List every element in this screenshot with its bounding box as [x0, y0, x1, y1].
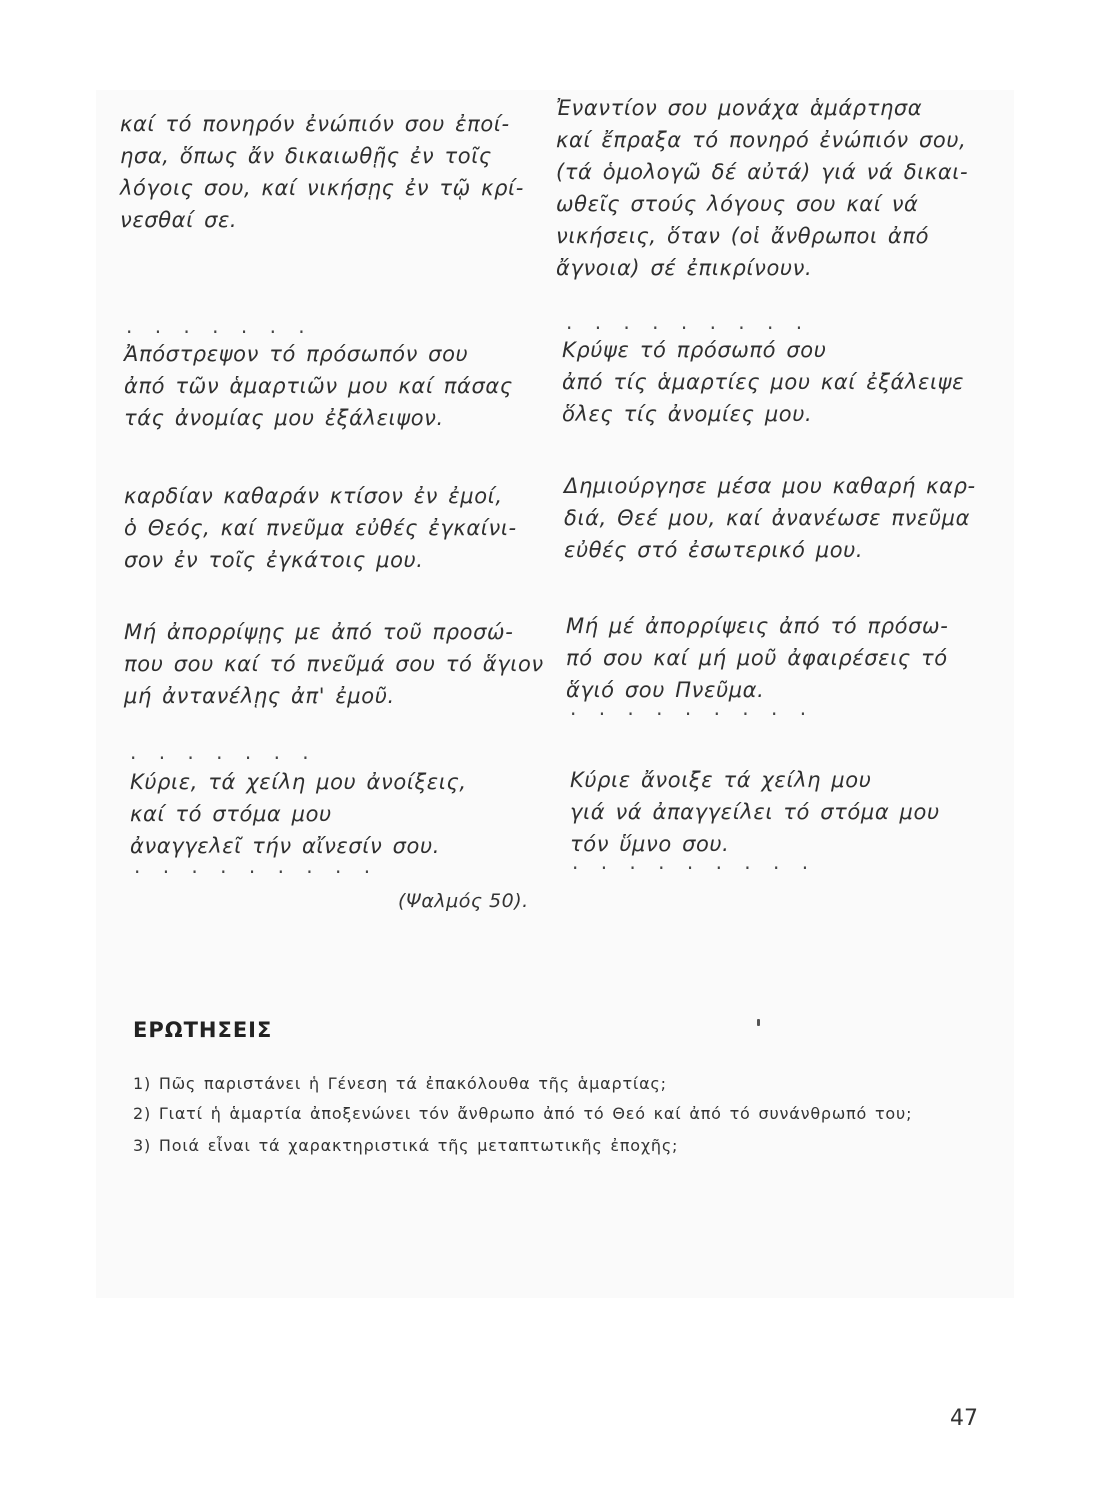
verse-5-translation	[570, 764, 940, 860]
ellipsis-mark: · · · · · · · · ·	[134, 860, 379, 884]
verse-line: (τά ὁμολογῶ δέ αὐτά) γιά νά δικαι-	[556, 160, 969, 184]
verse-line: Κύριε, τά χείλη μου ἀνοίξεις,	[130, 770, 467, 794]
verse-line: καί τό στόμα μου	[130, 802, 332, 826]
verse-2-translation	[562, 334, 964, 430]
ellipsis-mark: · · · · · · · · ·	[570, 702, 815, 726]
verse-line: Μή μέ ἀπορρίψεις ἀπό τό πρόσω-	[566, 614, 949, 638]
question-1: 1) Πῶς παριστάνει ἡ Γένεση τά ἐπακόλουθα τῆς ἁμαρτίας;	[133, 1074, 667, 1093]
verse-4-original	[124, 616, 544, 712]
verse-line: Κύριε ἄνοιξε τά χείλη μου	[570, 768, 872, 792]
verse-line: σον ἐν τοῖς ἐγκάτοις μου.	[124, 548, 424, 572]
verse-line: ησα, ὅπως ἄν δικαιωθῇς ἐν τοῖς	[120, 144, 492, 168]
verse-5-original	[130, 766, 467, 862]
verse-line: πό σου καί μή μοῦ ἀφαιρέσεις τό	[566, 646, 948, 670]
verse-4-translation	[566, 610, 948, 706]
verse-line: διά, Θεέ μου, καί ἀνανέωσε πνεῦμα	[564, 506, 971, 530]
verse-line: ἀναγγελεῖ τήν αἴνεσίν σου.	[130, 834, 440, 858]
verse-line: νικήσεις, ὅταν (οἱ ἄνθρωποι ἀπό	[556, 224, 930, 248]
psalm-source: (Ψαλμός 50).	[398, 890, 529, 912]
verse-line: ὅλες τίς ἀνομίες μου.	[562, 402, 813, 426]
verse-2-original	[124, 338, 513, 434]
verse-1-original	[120, 108, 524, 236]
verse-line: Μή ἀπορρίψῃς με ἀπό τοῦ προσώ-	[124, 620, 514, 644]
page-number: 47	[950, 1406, 978, 1431]
print-speck	[757, 1019, 760, 1026]
verse-3-original	[124, 480, 517, 576]
verse-line: ἀπό τῶν ἁμαρτιῶν μου καί πάσας	[124, 374, 513, 398]
verse-line: γιά νά ἀπαγγείλει τό στόμα μου	[570, 800, 940, 824]
verse-line: ὁ Θεός, καί πνεῦμα εὐθές ἐγκαίνι-	[124, 516, 517, 540]
verse-3-translation	[564, 470, 976, 566]
verse-line: καρδίαν καθαράν κτίσον ἐν ἐμοί,	[124, 484, 503, 508]
questions-heading: ΕΡΩΤΗΣΕΙΣ	[133, 1018, 273, 1042]
ellipsis-mark: · · · · · · ·	[126, 320, 313, 344]
verse-line: που σου καί τό πνεῦμά σου τό ἅγιον	[124, 652, 544, 676]
verse-line: Κρύψε τό πρόσωπό σου	[562, 338, 827, 362]
ellipsis-mark: · · · · · · · · ·	[566, 316, 811, 340]
verse-line: καί ἔπραξα τό πονηρό ἐνώπιόν σου,	[556, 128, 967, 152]
verse-line: τάς ἀνομίας μου ἐξάλειψον.	[124, 406, 444, 430]
verse-line: νεσθαί σε.	[120, 208, 238, 232]
verse-line: ἅγιό σου Πνεῦμα.	[566, 678, 765, 702]
question-2: 2) Γιατί ἡ ἁμαρτία ἀποξενώνει τόν ἄνθρωπο ἀπό τό Θεό καί ἀπό τό συνάνθρωπό του;	[133, 1104, 913, 1123]
verse-line: ωθεῖς στούς λόγους σου καί νά	[556, 192, 919, 216]
verse-line: ἀπό τίς ἁμαρτίες μου καί ἐξάλειψε	[562, 370, 965, 394]
verse-line: μή ἀντανέλῃς ἀπ' ἐμοῦ.	[124, 684, 395, 708]
verse-line: λόγοις σου, καί νικήσῃς ἐν τῷ κρί-	[120, 176, 524, 200]
verse-line: καί τό πονηρόν ἐνώπιόν σου ἐποί-	[120, 112, 510, 136]
verse-line: Ἐναντίον σου μονάχα ἁμάρτησα	[556, 96, 923, 120]
verse-line: εὐθές στό ἐσωτερικό μου.	[564, 538, 864, 562]
question-3: 3) Ποιά εἶναι τά χαρακτηριστικά τῆς μεταπτωτικῆς ἐποχῆς;	[133, 1136, 679, 1155]
verse-line: ἄγνοια) σέ ἐπικρίνουν.	[556, 256, 813, 280]
verse-1-translation	[556, 92, 968, 284]
verse-line: Δημιούργησε μέσα μου καθαρή καρ-	[564, 474, 976, 498]
verse-line: Ἀπόστρεψον τό πρόσωπόν σου	[124, 342, 469, 366]
verse-line: τόν ὕμνο σου.	[570, 832, 730, 856]
ellipsis-mark: · · · · · · · · ·	[572, 856, 817, 880]
ellipsis-mark: · · · · · · ·	[130, 746, 317, 770]
